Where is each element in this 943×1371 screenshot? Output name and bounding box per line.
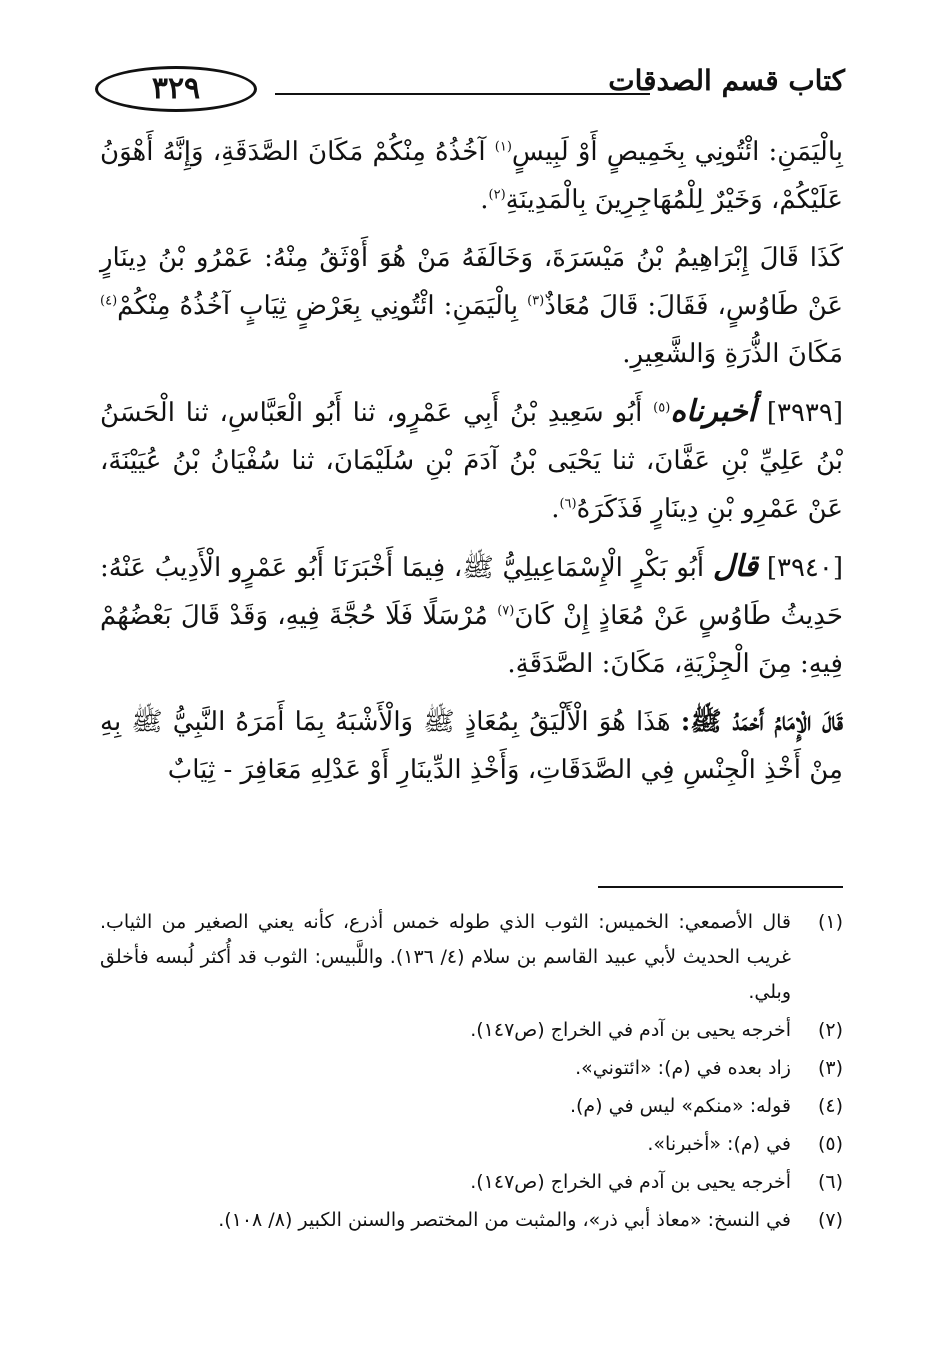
paragraph-4-text-b: مُرْسَلًا فَلَا حُجَّةَ فِيهِ، وَقَدْ قَالَ بَعْضُهُمْ فِيهِ: مِنَ الْجِزْيَةِ، مَكَانَ: الصَّدَقَةِ. [100,601,843,679]
footnote-ref-1: (١) [494,139,512,155]
footnote-text: قوله: «منكم» ليس في (م). [569,1095,791,1117]
footnote-separator [598,886,843,888]
footnote-text: أخرجه يحيى بن آدم في الخراج (ص١٤٧). [470,1019,791,1041]
footnote [100,1203,843,1238]
paragraph-3 [100,388,843,533]
footnote-text: في النسخ: «معاذ أبي ذر»، والمثبت من المختصر والسنن الكبير (٨/ ١٠٨). [218,1209,791,1231]
footnotes [100,905,843,1241]
paragraph-2 [100,234,843,378]
paragraph-4 [100,543,843,688]
main-text [100,128,843,804]
footnote-ref-6: (٦) [559,496,577,512]
footnote [100,1127,843,1162]
paragraph-1 [100,128,843,224]
footnote-number: (١) [817,911,843,933]
footnote-ref-3: (٣) [527,293,545,309]
paragraph-4-lead: قال [712,549,759,584]
footnote-number: (٧) [817,1209,843,1231]
paragraph-5-lead: قَالَ الْإِمَامُ أَحْمَدُ ﷺ: [680,707,843,737]
footnote-ref-5: (٥) [653,400,671,416]
paragraph-3-text-a: أَبُو سَعِيدِ بْنُ أَبِي عَمْرٍو، ثنا أَبُو الْعَبَّاسِ، ثنا الْحَسَنُ بْنُ عَلِيِّ بْنِ عَفَّانَ، ثنا يَحْيَى بْنُ آدَمَ بْنِ سُلَيْمَانَ، ثنا سُفْيَانُ بْنُ عُيَيْنَةَ، عَنْ عَمْرِو بْنِ دِينَارٍ فَذَكَرَهُ [100,398,843,524]
paragraph-1-text-a: بِالْيَمَنِ: ائْتُونِي بِخَمِيصٍ أَوْ لَبِيسٍ [511,137,843,167]
footnote-ref-2: (٢) [488,187,506,203]
page-number: ٣٢٩ [95,66,257,112]
paragraph-1-text-b: آخُذُهُ مِنْكُمْ مَكَانَ الصَّدَقَةِ، وَإِنَّهُ أَهْوَنُ عَلَيْكُمْ، وَخَيْرٌ لِلْمُهَاجِرِينَ بِالْمَدِينَةِ [100,137,843,215]
paragraph-2-text-a: كَذَا قَالَ إِبْرَاهِيمُ بْنُ مَيْسَرَةَ، وَخَالَفَهُ مَنْ هُوَ أَوْثَقُ مِنْهُ: عَمْرُو بْنُ دِينَارٍ عَنْ طَاوُسٍ، فَقَالَ: قَالَ مُعَاذٌ [100,243,844,321]
footnote-text: في (م): «أخبرنا». [647,1133,791,1155]
footnote-number: (٥) [817,1133,843,1155]
footnote-text: أخرجه يحيى بن آدم في الخراج (ص١٤٧). [470,1171,791,1193]
footnote [100,1051,843,1086]
paragraph-2-text-b: بِالْيَمَنِ: ائْتُونِي بِعَرْضٍ ثِيَابٍ آخُذُهُ مِنْكُمْ [117,291,528,321]
paragraph-5 [100,698,843,794]
footnote-ref-4: (٤) [100,293,118,309]
paragraph-3-text-b: . [551,494,560,524]
footnote-text: زاد بعده في (م): «ائتوني». [575,1057,791,1079]
footnote-number: (٤) [817,1095,843,1117]
footnote-number: (٣) [817,1057,843,1079]
paragraph-4-text-a: أَبُو بَكْرٍ الْإِسْمَاعِيلِيُّ ﷺ، فِيمَا أَخْبَرَنَا أَبُو عَمْرٍو الْأَدِيبُ عَنْهُ: حَدِيثُ طَاوُسٍ عَنْ مُعَاذٍ إِنْ كَانَ [100,553,843,631]
running-header [95,60,845,120]
hadith-number-3939: [٣٩٣٩] [766,398,843,428]
book-title: كتاب قسم الصدقات [608,64,845,97]
paragraph-5-text-a: هَذَا هُوَ الْأَلْيَقُ بِمُعَاذٍ ﷺ وَالْأَشْبَهُ بِمَا أَمَرَهُ النَّبِيُّ ﷺ بِهِ مِنْ أَخْذِ الْجِنْسِ فِي الصَّدَقَاتِ، وَأَخْذِ الدِّينَارِ أَوْ عَدْلِهِ مَعَافِرَ - ثِيَابٌ [100,707,843,785]
footnote-number: (٦) [817,1171,843,1193]
footnote-text: قال الأصمعي: الخميس: الثوب الذي طوله خمس أذرع، كأنه يعني الصغير من الثياب. غريب الحديث لأبي عبيد القاسم بن سلام (٤/ ١٣٦). واللَّبيس: الثوب قد أُكثر لُبسه فأخلق وبلي. [100,911,791,1003]
footnote [100,1089,843,1124]
footnote [100,1013,843,1048]
footnote [100,905,843,1010]
paragraph-2-text-c: مَكَانَ الذُّرَةِ وَالشَّعِيرِ. [622,339,843,369]
footnote [100,1165,843,1200]
hadith-number-3940: [٣٩٤٠] [766,553,844,583]
header-rule [275,93,650,95]
paragraph-1-text-c: . [480,185,489,215]
footnote-number: (٢) [817,1019,843,1041]
paragraph-3-lead: أخبرناه [670,394,757,429]
footnote-ref-7: (٧) [497,603,515,619]
